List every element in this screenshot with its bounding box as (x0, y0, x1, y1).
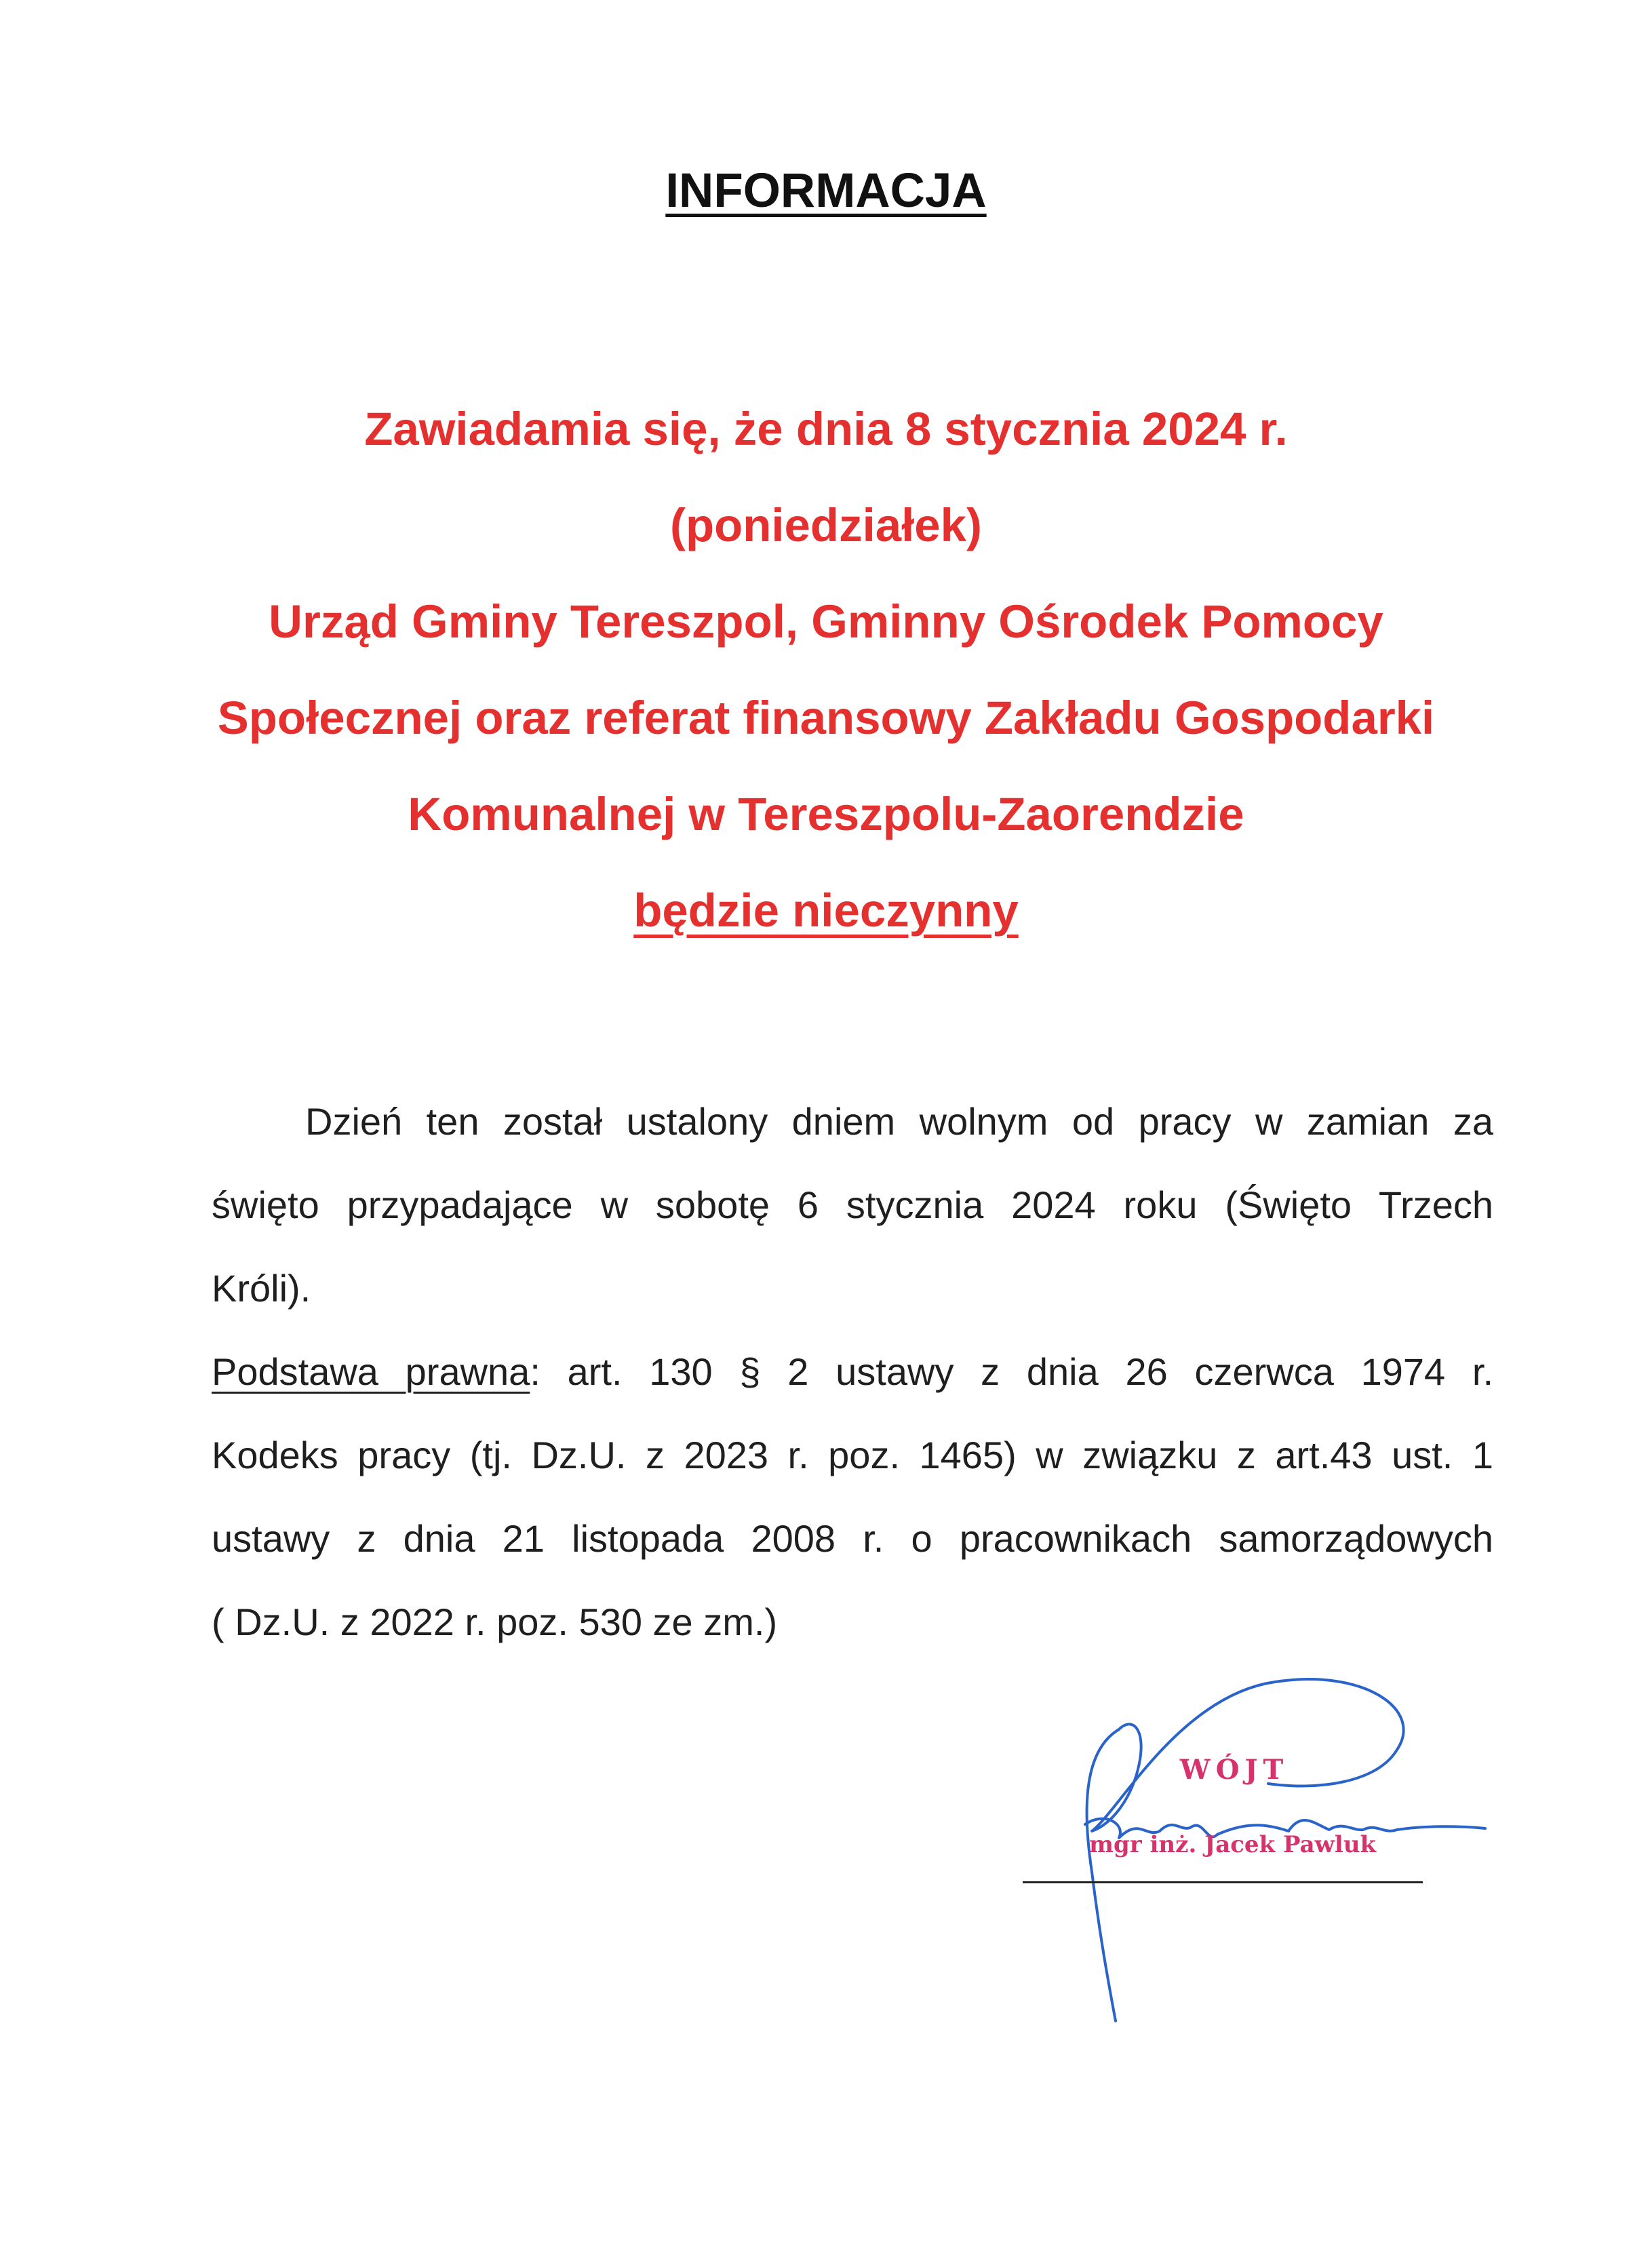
legal-basis-label: Podstawa prawna (212, 1350, 530, 1393)
body-line: ( Dz.U. z 2022 r. poz. 530 ze zm.) (212, 1601, 778, 1643)
notice-line: Urząd Gminy Tereszpol, Gminny Ośrodek Pomocy (269, 595, 1383, 648)
notice-line: (poniedziałek) (669, 499, 983, 551)
handwritten-signature (1044, 1668, 1533, 2048)
stamp-title: WÓJT (1179, 1754, 1289, 1786)
legal-basis-text: art. 130 § 2 ustawy z dnia 26 czerwca 1974 r. (567, 1350, 1494, 1393)
body-line: ustawy z dnia 21 listopada 2008 r. o pracownikach samorządowych (212, 1517, 1493, 1560)
stamp-name: mgr inż. Jacek Pawluk (1089, 1831, 1377, 1858)
legal-basis-line (212, 1330, 1493, 1413)
closed-text: będzie nieczynny (633, 884, 1019, 937)
body-line: Króli). (212, 1267, 311, 1310)
body-line: Dzień ten został ustalony dniem wolnym od pracy w zamian za (305, 1100, 1493, 1143)
notice-line: Komunalnej w Tereszpolu-Zaorendzie (408, 788, 1244, 840)
signature-line (1023, 1881, 1423, 1883)
notice-closed-line (0, 863, 1652, 959)
notice-line: Społecznej oraz referat finansowy Zakładu Gospodarki (217, 692, 1435, 744)
body-line: Kodeks pracy (tj. Dz.U. z 2023 r. poz. 1465) w związku z art.43 ust. 1 (212, 1434, 1493, 1476)
body-line: święto przypadające w sobotę 6 stycznia 2024 roku (Święto Trzech (212, 1183, 1493, 1226)
body-paragraph (212, 1080, 1493, 1664)
legal-basis-separator: : (530, 1350, 540, 1393)
document-title: INFORMACJA (665, 164, 987, 218)
notice-line: Zawiadamia się, że dnia 8 stycznia 2024 r. (364, 403, 1288, 455)
closure-notice (0, 381, 1652, 959)
